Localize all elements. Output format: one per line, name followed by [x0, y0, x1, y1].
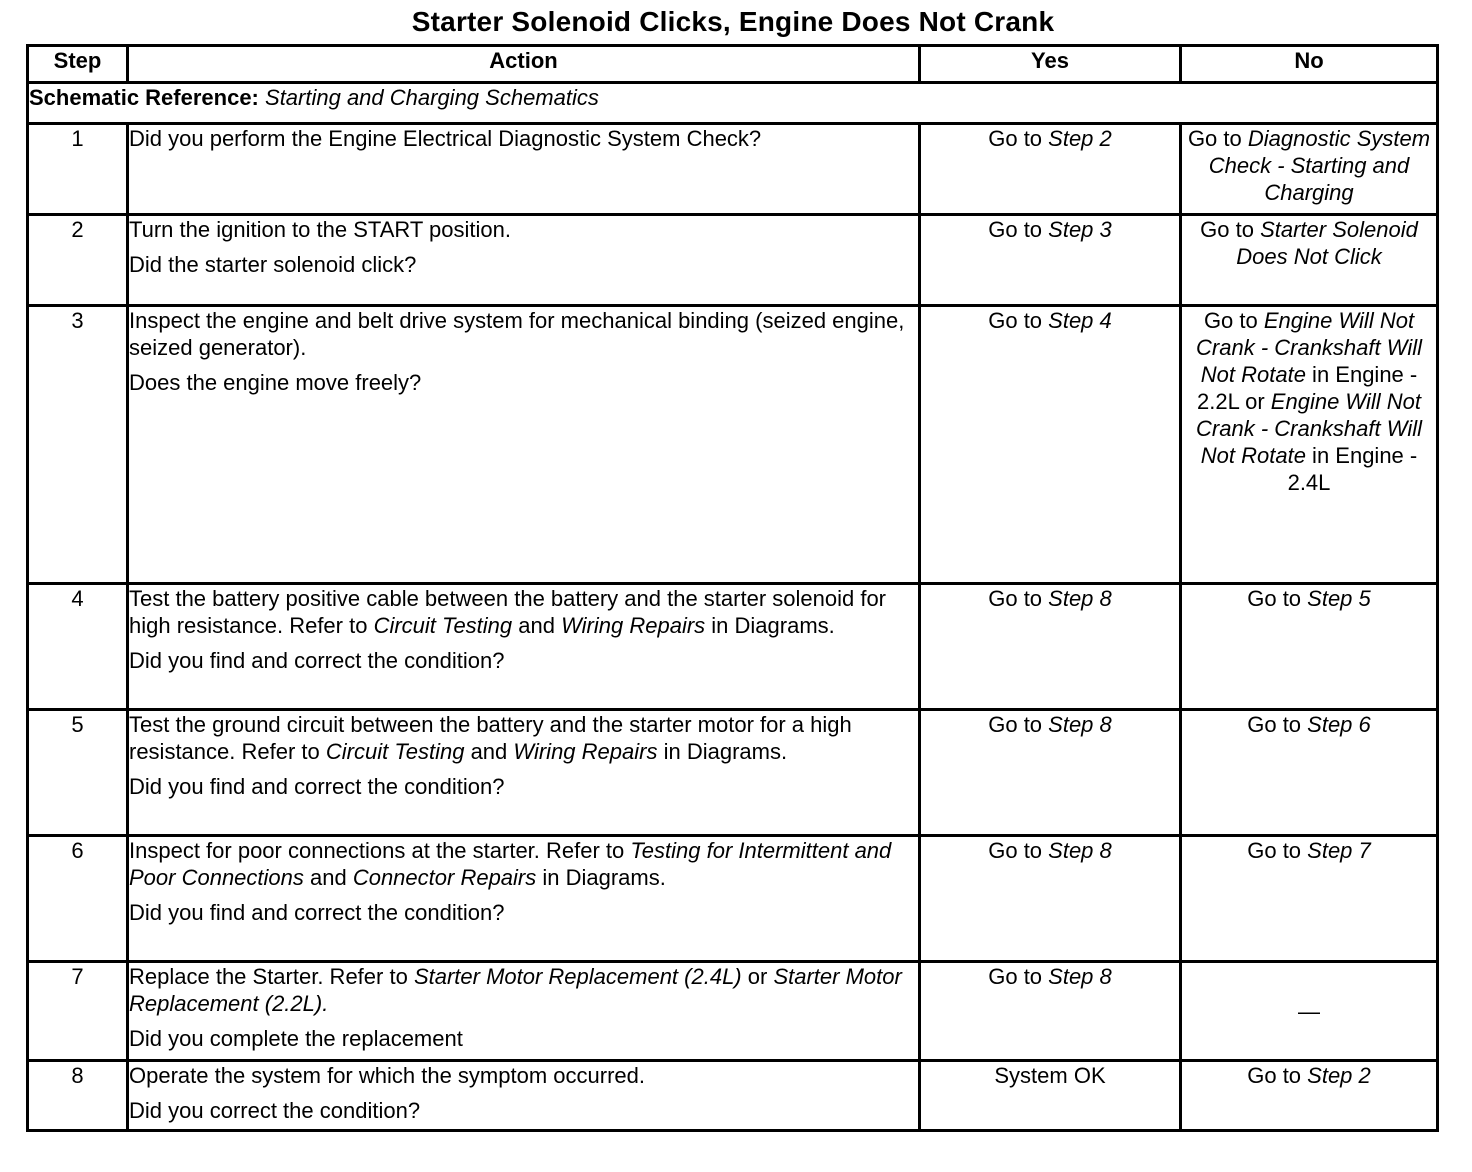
table-row: [28, 124, 1438, 215]
no-prefix: Go to: [1247, 586, 1308, 611]
yes-cell: [920, 584, 1181, 710]
table-row: [28, 215, 1438, 306]
action-text: Did you perform the Engine Electrical Diagnostic System Check?: [129, 126, 762, 151]
yes-prefix: Go to: [988, 586, 1049, 611]
no-cell: [1181, 124, 1438, 215]
no-ref: Starter Solenoid Does Not Click: [1236, 217, 1418, 269]
step-number: 1: [28, 124, 128, 215]
action-text-a: Test the battery positive cable between the battery and the starter solenoid for high resistance. Refer to: [129, 586, 887, 638]
step-number: 3: [28, 306, 128, 584]
yes-ref: Step 8: [1048, 712, 1112, 737]
yes-ref: Step 2: [1048, 126, 1112, 151]
action-text: Turn the ignition to the START position.: [129, 217, 511, 242]
table-row: [28, 836, 1438, 962]
header-yes: Yes: [920, 46, 1181, 83]
header-row: [28, 46, 1438, 83]
yes-prefix: Go to: [988, 838, 1049, 863]
no-mid-text: in Engine - 2.4L: [1287, 443, 1418, 495]
action-cell: [128, 710, 920, 836]
action-text-c: in Diagrams.: [705, 613, 835, 638]
schematic-label: Schematic Reference:: [29, 85, 259, 110]
action-cell: [128, 124, 920, 215]
header-action: Action: [128, 46, 920, 83]
step-number: 5: [28, 710, 128, 836]
action-cell: [128, 1061, 920, 1131]
action-question: Did you find and correct the condition?: [129, 648, 505, 673]
yes-ref: Step 8: [1048, 838, 1112, 863]
table-row: [28, 962, 1438, 1061]
yes-cell: [920, 124, 1181, 215]
step-number: 7: [28, 962, 128, 1061]
action-text: Inspect the engine and belt drive system for mechanical binding (seized engine, seized generator).: [129, 308, 905, 360]
action-text-b: and: [464, 739, 514, 764]
step-number: 2: [28, 215, 128, 306]
action-ref: Wiring Repairs: [561, 613, 706, 638]
yes-ref: Step 8: [1048, 964, 1112, 989]
yes-ref: Step 4: [1048, 308, 1112, 333]
no-dash: —: [1298, 998, 1320, 1024]
yes-prefix: Go to: [988, 126, 1049, 151]
action-cell: [128, 584, 920, 710]
yes-ref: Step 3: [1048, 217, 1112, 242]
action-question: Did you find and correct the condition?: [129, 774, 505, 799]
action-text: [129, 837, 918, 891]
action-text: Operate the system for which the symptom occurred.: [129, 1063, 645, 1088]
action-ref: Circuit Testing: [325, 739, 465, 764]
diagnostic-table: [26, 44, 1439, 1132]
no-ref: Diagnostic System Check - Starting and Charging: [1208, 126, 1431, 205]
no-cell: [1181, 836, 1438, 962]
table-row: [28, 584, 1438, 710]
no-prefix: Go to: [1187, 126, 1248, 151]
table-row: [28, 306, 1438, 584]
schematic-reference-row: [28, 83, 1438, 124]
no-cell: [1181, 1061, 1438, 1131]
action-question: Did you find and correct the condition?: [129, 900, 505, 925]
action-question: Did the starter solenoid click?: [129, 252, 417, 277]
table-row: [28, 710, 1438, 836]
no-cell: [1181, 584, 1438, 710]
no-cell: [1181, 710, 1438, 836]
no-prefix: Go to: [1200, 217, 1261, 242]
action-question: Did you complete the replacement: [129, 1026, 463, 1051]
no-prefix: Go to: [1247, 1063, 1308, 1088]
action-ref: Wiring Repairs: [513, 739, 658, 764]
action-ref: Starter Motor Replacement (2.2L).: [129, 964, 902, 1016]
table-row: [28, 1061, 1438, 1131]
action-ref: Testing for Intermittent and Poor Connections: [129, 838, 892, 890]
yes-cell: [920, 1061, 1181, 1131]
action-text-c: in Diagrams.: [536, 865, 666, 890]
yes-prefix: Go to: [988, 217, 1049, 242]
action-cell: [128, 215, 920, 306]
no-prefix: Go to: [1247, 712, 1308, 737]
action-cell: [128, 306, 920, 584]
action-ref: Connector Repairs: [352, 865, 537, 890]
action-text-b: and: [303, 865, 353, 890]
action-text-b: or: [741, 964, 774, 989]
action-text-a: Test the ground circuit between the battery and the starter motor for a high resistance. Refer to: [129, 712, 852, 764]
no-ref: Step 7: [1307, 838, 1371, 863]
no-prefix: Go to: [1203, 308, 1264, 333]
action-text-b: and: [512, 613, 562, 638]
action-cell: [128, 836, 920, 962]
action-question: Does the engine move freely?: [129, 370, 422, 395]
action-ref: Starter Motor Replacement (2.4L): [413, 964, 742, 989]
action-cell: [128, 962, 920, 1061]
header-no: No: [1181, 46, 1438, 83]
action-question: Did you correct the condition?: [129, 1098, 421, 1123]
no-prefix: Go to: [1247, 838, 1308, 863]
yes-text: System OK: [994, 1063, 1106, 1088]
yes-cell: [920, 215, 1181, 306]
action-ref: Circuit Testing: [373, 613, 513, 638]
yes-cell: [920, 710, 1181, 836]
action-text: [129, 585, 918, 639]
header-step: Step: [28, 46, 128, 83]
schematic-reference: [28, 83, 1438, 124]
action-text: [129, 963, 918, 1017]
no-ref: Step 5: [1307, 586, 1371, 611]
yes-cell: [920, 836, 1181, 962]
action-text: [129, 711, 918, 765]
yes-cell: [920, 306, 1181, 584]
yes-cell: [920, 962, 1181, 1061]
action-text-a: Inspect for poor connections at the starter. Refer to: [129, 838, 631, 863]
step-number: 8: [28, 1061, 128, 1131]
no-ref: Engine Will Not Crank - Crankshaft Will Not Rotate: [1196, 308, 1422, 387]
yes-prefix: Go to: [988, 964, 1049, 989]
no-ref: Step 6: [1307, 712, 1371, 737]
page-title: Starter Solenoid Clicks, Engine Does Not Crank: [411, 6, 1055, 37]
yes-ref: Step 8: [1048, 586, 1112, 611]
step-number: 4: [28, 584, 128, 710]
no-cell: [1181, 962, 1438, 1061]
no-mid-text: in Engine - 2.2L or: [1197, 362, 1418, 414]
action-text-c: in Diagrams.: [657, 739, 788, 764]
yes-prefix: Go to: [988, 308, 1049, 333]
step-number: 6: [28, 836, 128, 962]
no-ref: Engine Will Not Crank - Crankshaft Will Not Rotate: [1196, 389, 1422, 468]
no-cell: [1181, 306, 1438, 584]
yes-prefix: Go to: [988, 712, 1049, 737]
action-text-a: Replace the Starter. Refer to: [129, 964, 414, 989]
no-cell: [1181, 215, 1438, 306]
schematic-ref: Starting and Charging Schematics: [265, 85, 599, 110]
no-ref: Step 2: [1307, 1063, 1371, 1088]
